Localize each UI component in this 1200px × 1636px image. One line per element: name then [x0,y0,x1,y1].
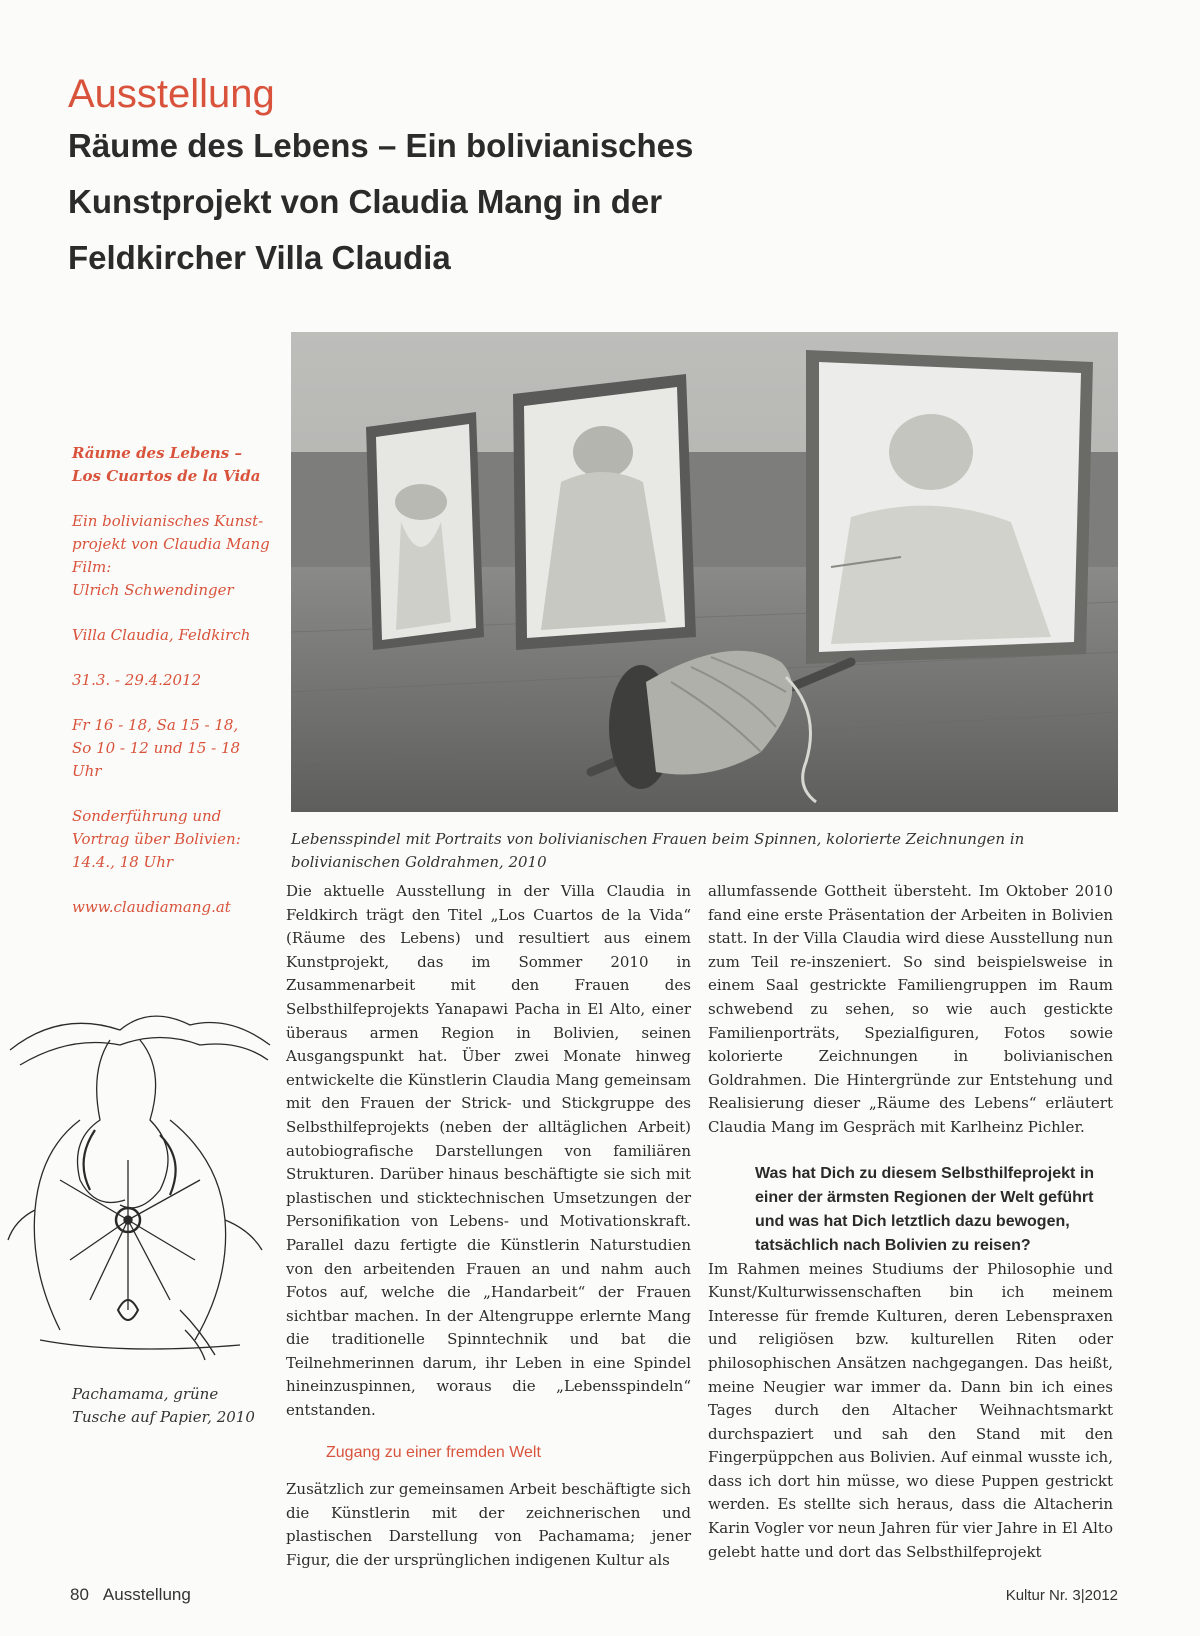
sketch-illustration [0,1010,275,1365]
sketch-caption [72,1383,272,1429]
info-venue: Villa Claudia, Feldkirch [72,626,251,644]
sketch-caption-line-2: Tusche auf Papier, 2010 [72,1408,255,1426]
exhibition-photo [291,332,1118,812]
info-film-by: Ulrich Schwendinger [72,581,234,599]
article-column-2 [708,880,1113,1564]
interview-question: Was hat Dich zu diesem Selbsthilfeprojekt in einer der ärmsten Regionen der Welt geführt und was hat Dich letztlich dazu bewogen, tatsächlich nach Bolivien zu reisen? [755,1164,1095,1254]
info-hours-line-2: So 10 - 12 und 15 - 18 Uhr [72,739,241,780]
info-hours-line-1: Fr 16 - 18, Sa 15 - 18, [72,716,239,734]
photo-caption: Lebensspindel mit Portraits von bolivianischen Frauen beim Spinnen, kolorierte Zeichnungen in bolivianischen Goldrahmen, 2010 [291,830,1025,871]
article-paragraph-2-continued: allumfassende Gottheit übersteht. Im Oktober 2010 fand eine erste Präsentation der Arbeiten in Bolivien statt. In der Villa Claudia wird diese Ausstellung nun zum Teil re-inszeniert. So sind beispielsweise in einem Saal gestrickte Familiengruppen im Raum schwebend zu sehen, so wie auch gestickte Familienporträts, Spezialfiguren, Fotos sowie kolorierte Zeichnungen in bolivianischen Goldrahmen. Die Hintergründe zur Entstehung und Realisierung dieser „Räume des Lebens“ erläutert Claudia Mang im Gespräch mit Karlheinz Pichler. [708,882,1113,1136]
footer-section: Ausstellung [102,1585,191,1604]
info-special [72,805,272,874]
info-dates: 31.3. - 29.4.2012 [72,671,202,689]
info-hours [72,714,272,783]
info-film-label: Film: [72,558,112,576]
article-subhead: Zugang zu einer fremden Welt [326,1443,541,1461]
article-headline: Räume des Lebens – Ein bolivianisches Kunstprojekt von Claudia Mang in der Feldkircher Villa Claudia [68,127,694,276]
page-number: 80 [70,1585,89,1604]
info-special-line-3: 14.4., 18 Uhr [72,853,174,871]
info-special-line-2: Vortrag über Bolivien: [72,830,241,848]
page-folio [70,1585,205,1605]
article-column-1 [286,880,691,1573]
sketch-caption-line-1: Pachamama, grüne [72,1385,219,1403]
pachamama-sketch [0,1010,275,1365]
article-paragraph-2: Zusätzlich zur gemeinsamen Arbeit beschäftigte sich die Künstlerin mit der zeichnerischen und plastischen Darstellung von Pachamama; jener Figur, die der ursprünglichen indigenen Kultur als [286,1480,691,1570]
info-credits [72,510,272,602]
info-special-line-1: Sonderführung und [72,807,222,825]
interview-answer: Im Rahmen meines Studiums der Philosophie und Kunst/Kulturwissenschaften bin ich meinem Interesse für fremde Kulturen, deren Lebenspraxen und religiösen bzw. kulturellen Riten oder philosophischen Ansätzen nachgegangen. Das heißt, meine Neugier war immer da. Dann bin ich eines Tages durch den Altacher Weihnachtsmarkt durchspaziert und sah den Stand mit den Fingerpüppchen aus Bolivien. Auf einmal wusste ich, dass ich dort hin müsse, wo diese Puppen gestrickt werden. Es stellte sich heraus, dass die Altacherin Karin Vogler vor neun Jahren für vier Jahre in El Alto gelebt hatte und dort das Selbsthilfeprojekt [708,1259,1113,1561]
issue-label: Kultur Nr. 3|2012 [1005,1587,1118,1604]
info-title: Räume des Lebens – Los Cuartos de la Vida [72,444,261,485]
info-project: Ein bolivianisches Kunst-projekt von Claudia Mang [72,512,270,553]
section-kicker: Ausstellung [68,72,275,116]
info-url[interactable]: www.claudiamang.at [72,898,231,916]
exhibition-info [72,442,272,941]
photo-illustration [291,332,1118,812]
article-paragraph-1: Die aktuelle Ausstellung in der Villa Claudia in Feldkirch trägt den Titel „Los Cuartos de la Vida“ (Räume des Lebens) und resultiert aus einem Kunstprojekt, das im Sommer 2010 in Zusammenarbeit mit den Frauen des Selbsthilfeprojekts Yanapawi Pacha in El Alto, einer überaus armen Region in Bolivien, seinen Ausgangspunkt hat. Über zwei Monate hinweg entwickelte die Künstlerin Claudia Mang gemeinsam mit den Frauen der Strick- und Stickgruppe des Selbsthilfeprojekts (neben der alltäglichen Arbeit) autobiografische Darstellungen von familiären Strukturen. Darüber hinaus beschäftigte sie sich mit plastischen und sticktechnischen Umsetzungen der Personifikation von Lebens- und Motivationskraft. Parallel dazu fertigte die Künstlerin Naturstudien von den arbeitenden Frauen an und nahm auch Fotos auf, welche die „Handarbeit“ der Frauen sichtbar machen. In der Altengruppe erlernte Mang die traditionelle Spinntechnik und bat die Teilnehmerinnen darum, ihr Leben in eine Spindel hineinzuspinnen, woraus die „Lebensspindeln“ entstanden. [286,882,691,1420]
